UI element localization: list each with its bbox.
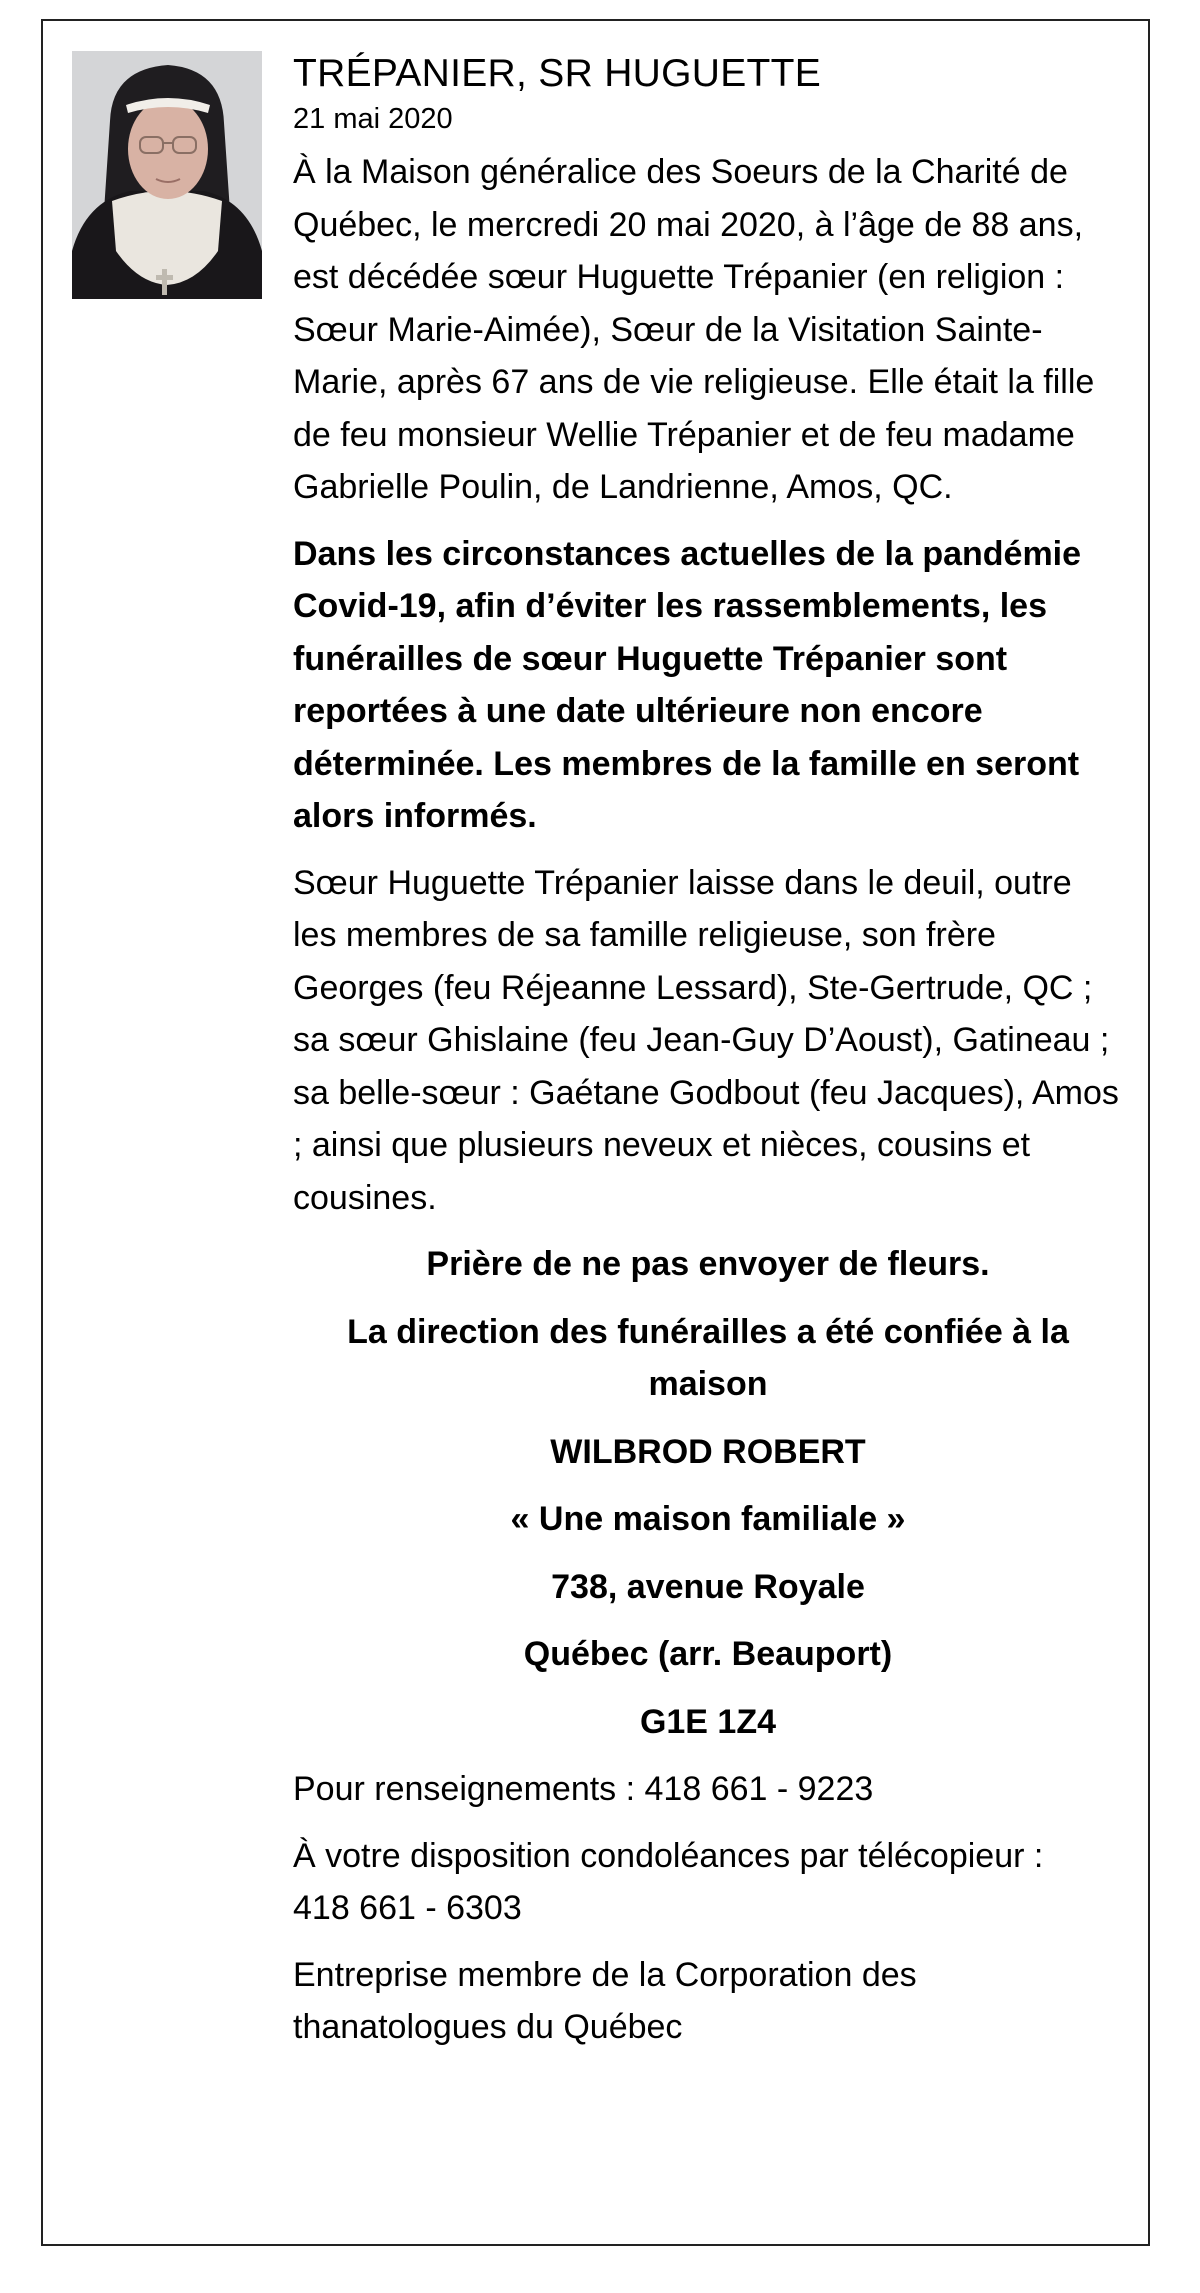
publication-date: 21 mai 2020 xyxy=(293,103,453,135)
membership-text: Entreprise membre de la Corporation des thanatologues du Québec xyxy=(293,1955,917,2046)
funeral-home-address: 738, avenue Royale xyxy=(551,1567,865,1606)
fax-condolences xyxy=(293,1830,1123,1935)
funeral-home-name: WILBROD ROBERT xyxy=(550,1432,866,1471)
funeral-home-postal-code: G1E 1Z4 xyxy=(639,1702,777,1741)
portrait-photo xyxy=(72,51,262,299)
fax-label: À votre disposition condoléances par télécopieur : xyxy=(293,1836,1044,1875)
survivors-paragraph: Sœur Huguette Trépanier laisse dans le deuil, outre les membres de sa famille religieuse, son frère Georges (feu Réjeanne Lessard), Ste-Gertrude, QC ; sa sœur Ghislaine (feu Jean-Guy D’Aoust), Gatineau ; sa belle-sœur : Gaétane Godbout (feu Jacques), Amos ; ainsi que plusieurs neveux et nièces, cousins et cousines. xyxy=(293,863,1119,1217)
fax-number: 418 661 - 6303 xyxy=(293,1889,522,1927)
info-phone-line: Pour renseignements : 418 661 - 9223 xyxy=(293,1770,874,1808)
obituary-content xyxy=(293,48,1123,2068)
funeral-home-slogan: « Une maison familiale » xyxy=(510,1500,906,1538)
covid-notice-paragraph: Dans les circonstances actuelles de la pandémie Covid-19, afin d’éviter les rassemblements, les funérailles de sœur Huguette Trépanier sont reportées à une date ultérieure non encore déterminée. Les membres de la famille en seront alors informés. xyxy=(293,534,1082,835)
intro-paragraph: À la Maison généralice des Soeurs de la Charité de Québec, le mercredi 20 mai 2020, à l’âge de 88 ans, est décédée sœur Huguette Trépanier (en religion : Sœur Marie-Aimée), Sœur de la Visitation Sainte-Marie, après 67 ans de vie religieuse. Elle était la fille de feu monsieur Wellie Trépanier et de feu madame Gabrielle Poulin, de Landrienne, Amos, QC. xyxy=(293,153,1095,506)
funeral-direction-text: La direction des funérailles a été confiée à la maison xyxy=(347,1312,1069,1403)
no-flowers-notice: Prière de ne pas envoyer de fleurs. xyxy=(426,1245,990,1283)
deceased-name: TRÉPANIER, SR HUGUETTE xyxy=(293,52,822,95)
funeral-home-city: Québec (arr. Beauport) xyxy=(523,1635,893,1673)
